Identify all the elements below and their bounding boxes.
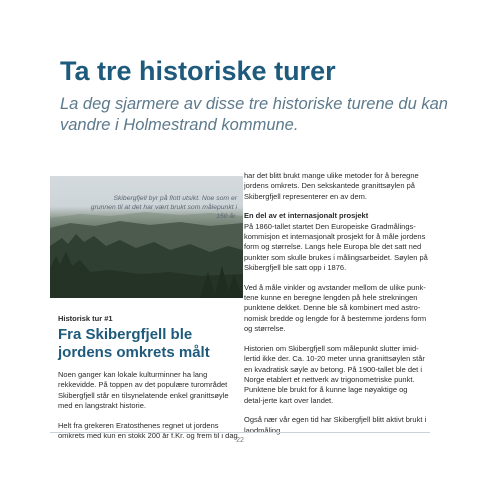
right-column [244, 171, 428, 445]
landscape-photo [50, 176, 243, 298]
subsection [244, 211, 428, 273]
subsection-heading: En del av et internasjonalt prosjekt [244, 211, 369, 221]
right-paragraph-2: Historien om Skibergfjell som målepunkt slutter imid-lertid ikke der. Ca. 10-20 meter unna granittsøylen står en kvadratisk søyle av betong. På 1900-tallet ble det i Norge etablert et nettverk av trigonometriske punkt. Punktene ble brukt for å kunne lage nøyaktige og detal-jerte kart over landet. [244, 343, 425, 405]
left-paragraph-1: Noen ganger kan lokale kulturminner ha lang rekkevidde. På toppen av det populære turområdet Skibergfjell står en tilsynelatende enkel granittsøyle med en langstrakt historie. [58, 370, 229, 411]
right-paragraph-1: Ved å måle vinkler og avstander mellom de ulike punk-tene kunne en beregne lengden på hele strekningen punktene dekket. Denne ble så kombinert med astro-nomisk bredde og lengde for å bestemme jordens form og størrelse. [244, 282, 427, 334]
page-number: 22 [236, 437, 244, 444]
footer-divider [50, 432, 430, 433]
page-subtitle: La deg sjarmere av disse tre historiske turene du kan vandre i Holmestrand kommune. [60, 95, 448, 134]
left-column [58, 314, 238, 450]
tour-label: Historisk tur #1 [58, 314, 113, 323]
page-title: Ta tre historiske turer [60, 56, 336, 86]
section-heading: Fra Skibergfjell ble jordens omkrets målt [58, 326, 210, 361]
right-paragraph-3: Også nær vår egen tid har Skibergfjell blitt aktivt brukt i landmåling. [244, 415, 427, 435]
right-intro-paragraph: har det blitt brukt mange ulike metoder for å beregne jordens omkrets. Den sekskantede granittsøylen på Skibergfjell representerer en av dem. [244, 171, 419, 201]
subsection-text: På 1860-tallet startet Den Europeiske Gradmålings-kommisjon et internasjonalt prosjekt for å måle jordens form og størrelse. Langs hele Europa ble det satt ned punkter som skulle brukes i målingsarbeidet. Søylen på Skibergfjell ble satt opp i 1876. [244, 221, 428, 273]
left-paragraph-2: Helt fra grekeren Eratosthenes regnet ut jordens omkrets med kun en stokk 200 år f.Kr. og frem til i dag [58, 420, 238, 441]
photo-caption: Skibergfjell byr på flott utsikt. Noe som er grunnen til at det har vært brukt som målepunkt i 150 år. [90, 195, 237, 220]
